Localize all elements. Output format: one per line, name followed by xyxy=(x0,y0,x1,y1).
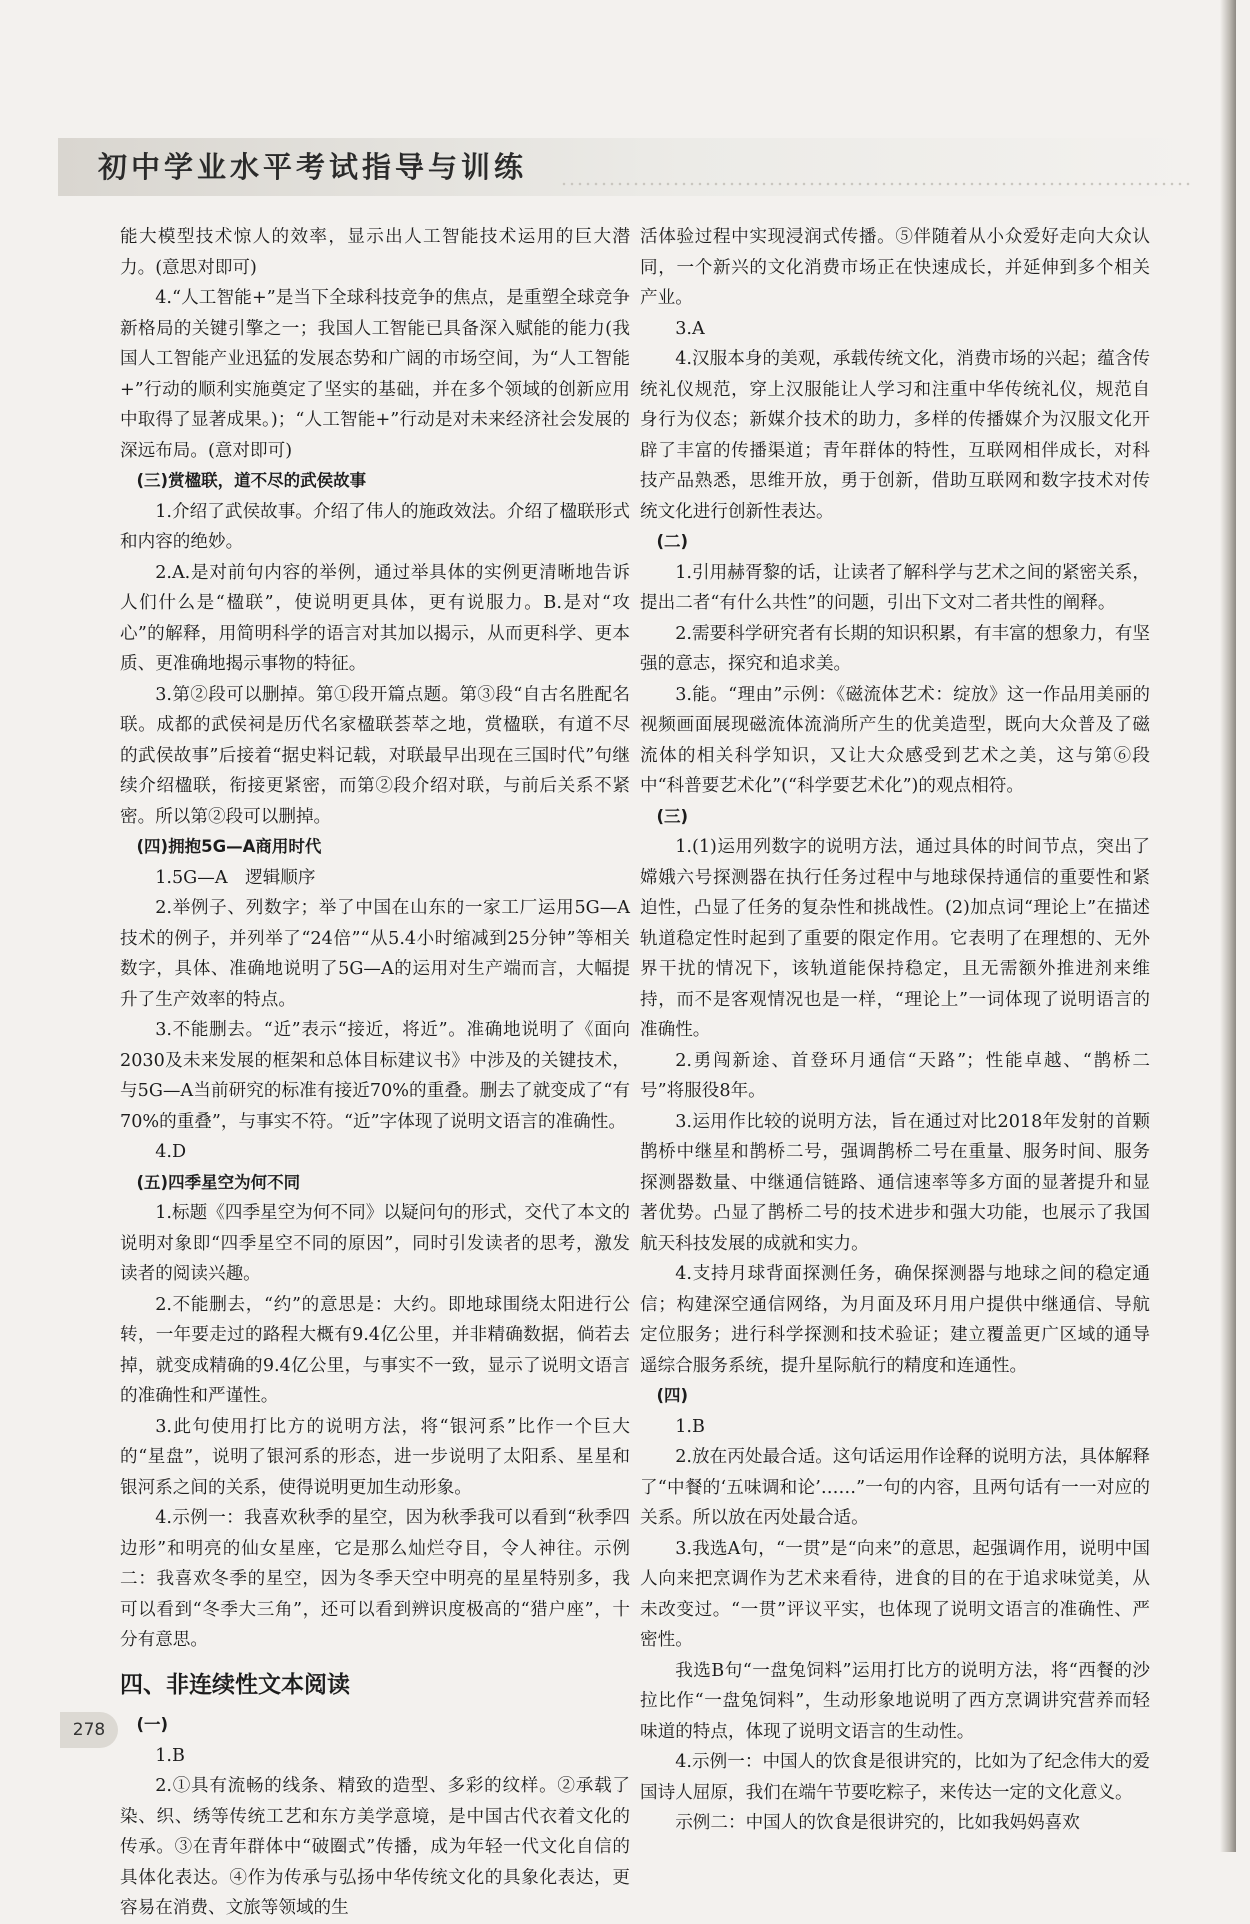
answer-paragraph: 4.汉服本身的美观，承载传统文化，消费市场的兴起；蕴含传统礼仪规范，穿上汉服能让人学习和注重中华传统礼仪，规范自身行为仪态；新媒介技术的助力，多样的传播媒介为汉服文化开辟了丰富的传播渠道；青年群体的特性，互联网相伴成长，对科技产品熟悉，思维开放，勇于创新，借助互联网和数字技术对传统文化进行创新性表达。 xyxy=(640,349,1150,522)
answer-paragraph: 4.“人工智能+”是当下全球科技竞争的焦点，是重塑全球竞争新格局的关键引擎之一；我国人工智能已具备深入赋能的能力(我国人工智能产业迅猛的发展态势和广阔的市场空间，为“人工智能+”行动的顺利实施奠定了坚实的基础，并在多个领域的创新应用中取得了显著成果。)；“人工智能+”行动是对未来经济社会发展的深远布局。(意对即可) xyxy=(120,288,630,461)
answer-paragraph: 1.B xyxy=(675,1416,705,1437)
answer-paragraph: 3.不能删去。“近”表示“接近，将近”。准确地说明了《面向2030及未来发展的框架和总体目标建议书》中涉及的关键技术，与5G—A当前研究的标准有接近70%的重叠。删去了就变成了“有70%的重叠”，与事实不符。“近”字体现了说明文语言的准确性。 xyxy=(120,1020,630,1132)
subsection-heading: (三)赏楹联，道不尽的武侯故事 xyxy=(136,471,367,490)
answer-paragraph: 4.D xyxy=(155,1142,187,1162)
subsection-heading: (四) xyxy=(656,1386,689,1405)
answer-paragraph: 4.支持月球背面探测任务，确保探测器与地球之间的稳定通信；构建深空通信网络，为月面及环月用户提供中继通信、导航定位服务；进行科学探测和技术验证；建立覆盖更广区域的通导遥综合服务系统，提升星际航行的精度和连通性。 xyxy=(640,1264,1150,1376)
answer-paragraph: 2.勇闯新途、首登环月通信“天路”；性能卓越、“鹊桥二号”将服役8年。 xyxy=(640,1050,1150,1101)
answer-paragraph: 1.引用赫胥黎的话，让读者了解科学与艺术之间的紧密关系，提出二者“有什么共性”的问题，引出下文对二者共性的阐释。 xyxy=(640,562,1150,613)
answer-paragraph: 2.A.是对前句内容的举例，通过举具体的实例更清晰地告诉人们什么是“楹联”，使说明更具体，更有说服力。B.是对“攻心”的解释，用简明科学的语言对其加以揭示，从而更科学、更本质、更准确地揭示事物的特征。 xyxy=(120,562,630,674)
book-title: 初中学业水平考试指导与训练 xyxy=(98,150,528,184)
answer-paragraph: 我选B句“一盘兔饲料”运用打比方的说明方法，将“西餐的沙拉比作“一盘兔饲料”，生动形象地说明了西方烹调讲究营养而轻味道的特点，体现了说明文语言的生动性。 xyxy=(640,1660,1150,1742)
subsection-heading: (四)拥抱5G—A商用时代 xyxy=(136,837,322,856)
page-number: 278 xyxy=(60,1712,118,1748)
answer-paragraph: 3.第②段可以删掉。第①段开篇点题。第③段“自古名胜配名联。成都的武侯祠是历代名家楹联荟萃之地，赏楹联，有道不尽的武侯故事”后接着“据史料记载，对联最早出现在三国时代”句继续介绍楹联，衔接更紧密，而第②段介绍对联，与前后关系不紧密。所以第②段可以删掉。 xyxy=(120,684,630,827)
subsection-heading: (五)四季星空为何不同 xyxy=(136,1172,301,1192)
answer-paragraph: 活体验过程中实现浸润式传播。⑤伴随着从小众爱好走向大众认同，一个新兴的文化消费市场正在快速成长，并延伸到多个相关产业。 xyxy=(640,227,1150,308)
answer-paragraph: 1.(1)运用列数字的说明方法，通过具体的时间节点，突出了嫦娥六号探测器在执行任务过程中与地球保持通信的重要性和紧迫性，凸显了任务的复杂性和挑战性。(2)加点词“理论上”在描述轨道稳定性时起到了重要的限定作用。它表明了在理想的、无外界干扰的情况下，该轨道能保持稳定，且无需额外推进剂来维持，而不是客观情况也是一样，“理论上”一词体现了说明语言的准确性。 xyxy=(640,837,1150,1040)
subsection-heading: (一) xyxy=(136,1715,169,1734)
answer-paragraph: 1.标题《四季星空为何不同》以疑问句的形式，交代了本文的说明对象即“四季星空不同的原因”，同时引发读者的思考，激发读者的阅读兴趣。 xyxy=(120,1203,630,1284)
left-column xyxy=(120,222,630,1924)
subsection-heading: (二) xyxy=(656,532,689,551)
answer-paragraph: 4.示例一：中国人的饮食是很讲究的，比如为了纪念伟大的爱国诗人屈原，我们在端午节要吃粽子，来传达一定的文化意义。 xyxy=(640,1752,1150,1803)
answer-paragraph: 示例二：中国人的饮食是很讲究的，比如我妈妈喜欢 xyxy=(675,1813,1080,1833)
answer-paragraph: 1.介绍了武侯故事。介绍了伟人的施政效法。介绍了楹联形式和内容的绝妙。 xyxy=(120,501,630,552)
answer-paragraph: 1.5G—A 逻辑顺序 xyxy=(155,867,316,888)
answer-paragraph: 2.①具有流畅的线条、精致的造型、多彩的纹样。②承载了染、织、绣等传统工艺和东方美学意境，是中国古代衣着文化的传承。③在青年群体中“破圈式”传播，成为年轻一代文化自信的具体化表达。④作为传承与弘扬中华传统文化的具象化表达，更容易在消费、文旅等领域的生 xyxy=(120,1776,630,1918)
right-column xyxy=(640,222,1150,1839)
answer-paragraph: 3.能。“理由”示例：《磁流体艺术：绽放》这一作品用美丽的视频画面展现磁流体流淌所产生的优美造型，既向大众普及了磁流体的相关科学知识，又让大众感受到艺术之美，这与第⑥段中“科普要艺术化”(“科学要艺术化”)的观点相符。 xyxy=(640,684,1150,796)
answer-paragraph: 3.A xyxy=(675,318,705,339)
header-dot-pattern xyxy=(560,180,1190,190)
answer-paragraph: 2.需要科学研究者有长期的知识积累，有丰富的想象力，有坚强的意志，探究和追求美。 xyxy=(640,623,1150,674)
subsection-heading: (三) xyxy=(656,806,689,826)
answer-paragraph: 2.放在丙处最合适。这句话运用作诠释的说明方法，具体解释了“中餐的‘五味调和论’……”一句的内容，且两句话有一一对应的关系。所以放在丙处最合适。 xyxy=(640,1447,1150,1528)
answer-paragraph: 3.我选A句，“一贯”是“向来”的意思，起强调作用，说明中国人向来把烹调作为艺术来看待，进食的目的在于追求味觉美，从未改变过。“一贯”评议平实，也体现了说明文语言的准确性、严密性。 xyxy=(640,1538,1150,1650)
answer-paragraph: 4.示例一：我喜欢秋季的星空，因为秋季我可以看到“秋季四边形”和明亮的仙女星座，它是那么灿烂夺目，令人神往。示例二：我喜欢冬季的星空，因为冬季天空中明亮的星星特别多，我可以看到“冬季大三角”，还可以看到辨识度极高的“猎户座”，十分有意思。 xyxy=(120,1508,630,1650)
answer-paragraph: 2.举例子、列数字；举了中国在山东的一家工厂运用5G—A技术的例子，并列举了“24倍”“从5.4小时缩减到25分钟”等相关数字，具体、准确地说明了5G—A的运用对生产端而言，大幅提升了生产效率的特点。 xyxy=(120,898,630,1010)
answer-paragraph: 能大模型技术惊人的效率，显示出人工智能技术运用的巨大潜力。(意思对即可) xyxy=(120,227,630,278)
answer-paragraph: 3.运用作比较的说明方法，旨在通过对比2018年发射的首颗鹊桥中继星和鹊桥二号，强调鹊桥二号在重量、服务时间、服务探测器数量、中继通信链路、通信速率等多方面的显著提升和显著优势。凸显了鹊桥二号的技术进步和强大功能，也展示了我国航天科技发展的成就和实力。 xyxy=(640,1111,1150,1254)
answer-paragraph: 1.B xyxy=(155,1745,185,1766)
answer-paragraph: 2.不能删去，“约”的意思是：大约。即地球围绕太阳进行公转，一年要走过的路程大概有9.4亿公里，并非精确数据，倘若去掉，就变成精确的9.4亿公里，与事实不一致，显示了说明文语言的准确性和严谨性。 xyxy=(120,1294,630,1406)
answer-paragraph: 3.此句使用打比方的说明方法，将“银河系”比作一个巨大的“星盘”，说明了银河系的形态，进一步说明了太阳系、星星和银河系之间的关系，使得说明更加生动形象。 xyxy=(120,1416,630,1498)
book-spine-shadow xyxy=(1220,0,1236,1852)
section-title: 四、非连续性文本阅读 xyxy=(120,1671,350,1698)
